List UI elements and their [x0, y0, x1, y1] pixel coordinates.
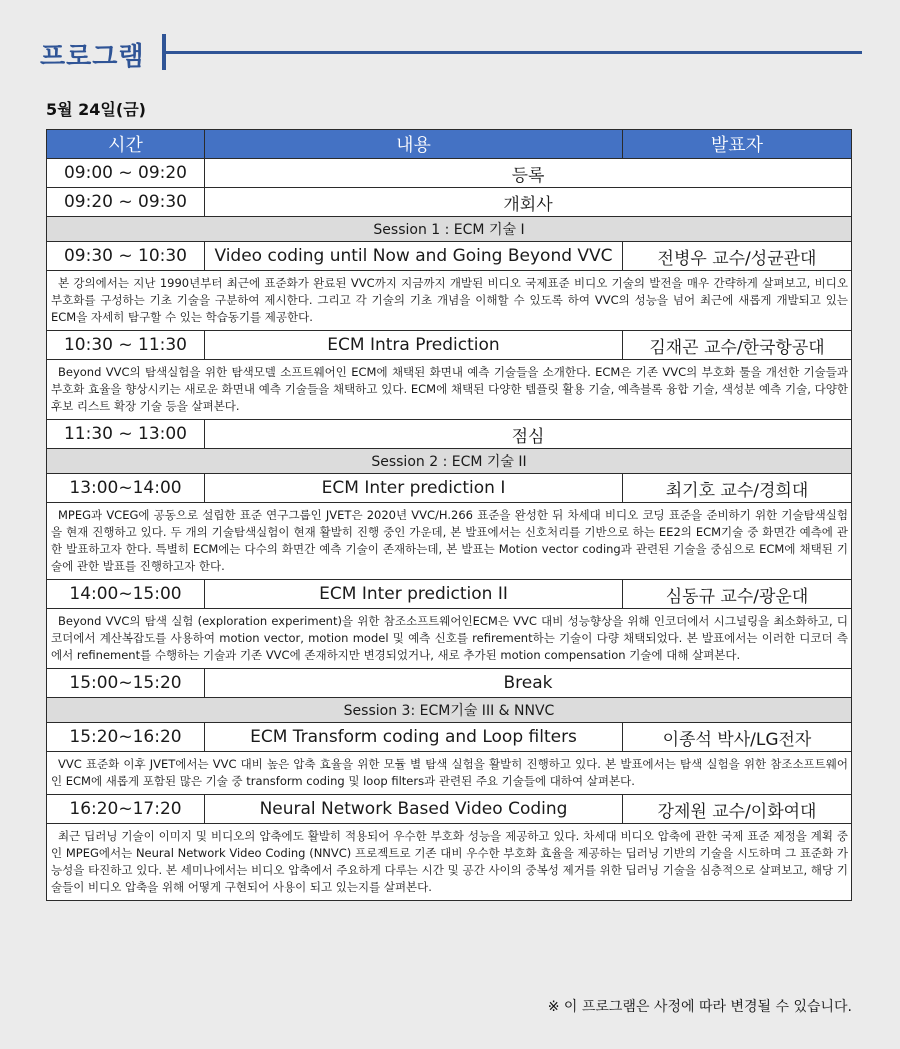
- schedule-row: [47, 474, 852, 503]
- description-text: 최근 딥러닝 기술이 이미지 및 비디오의 압축에도 활발히 적용되어 우수한 부호화 성능을 제공하고 있다. 차세대 비디오 압축에 관한 국제 표준 제정을 계획 중인 MPEG에서는 Neural Network Video Coding (NNVC) 프로젝트로 기존 대비 우수한 부호화 효율을 제공하는 딥러닝 기반의 기술을 시도하며 그 표준화 가능성을 타진하고 있다. 본 세미나에서는 비디오 압축에서 주요하게 다루는 시간 및 공간 사이의 중복성 제거를 위한 딥러닝 기술을 심층적으로 살펴보고, 해당 기술들이 비디오 압축을 위해 어떻게 구현되어 사용이 되고 있는지를 살펴본다.: [51, 829, 848, 894]
- time-cell: 10:30 ~ 11:30: [47, 331, 205, 360]
- title-divider-horizontal: [166, 51, 862, 54]
- schedule-table: [46, 129, 852, 901]
- description-row: [47, 609, 852, 669]
- session-title: Session 1 : ECM 기술 I: [47, 217, 852, 242]
- schedule-body: [47, 159, 852, 901]
- time-cell: 13:00~14:00: [47, 474, 205, 503]
- schedule-row: [47, 723, 852, 752]
- speaker-cell: 심동규 교수/광운대: [623, 580, 852, 609]
- time-cell: 16:20~17:20: [47, 795, 205, 824]
- content-cell: 등록: [205, 159, 852, 188]
- session-description: [47, 609, 852, 669]
- description-row: [47, 360, 852, 420]
- speaker-cell: 최기호 교수/경희대: [623, 474, 852, 503]
- session-row: [47, 449, 852, 474]
- speaker-cell: 이종석 박사/LG전자: [623, 723, 852, 752]
- column-header-speaker: 발표자: [623, 130, 852, 159]
- content-cell: ECM Inter prediction I: [205, 474, 623, 503]
- schedule-row: [47, 188, 852, 217]
- time-cell: 14:00~15:00: [47, 580, 205, 609]
- description-row: [47, 752, 852, 795]
- session-description: [47, 824, 852, 901]
- time-cell: 09:20 ~ 09:30: [47, 188, 205, 217]
- content-cell: ECM Inter prediction II: [205, 580, 623, 609]
- content-cell: Break: [205, 669, 852, 698]
- table-header-row: [47, 130, 852, 159]
- description-text: Beyond VVC의 탐색실험을 위한 탐색모델 소프트웨어인 ECM에 채택된 화면내 예측 기술들을 소개한다. ECM은 기존 VVC의 부호화 툴을 개선한 기술들과 부호화 효율을 향상시키는 새로운 화면내 예측 기술들을 채택하고 있다. ECM에 채택된 다양한 템플릿 활용 기술, 예측블록 융합 기술, 색성분 예측 기술, 다양한 후보 리스트 확장 기술 등을 살펴본다.: [51, 365, 848, 413]
- program-header: [40, 30, 862, 76]
- content-cell: ECM Transform coding and Loop filters: [205, 723, 623, 752]
- content-cell: 점심: [205, 420, 852, 449]
- content-cell: 개회사: [205, 188, 852, 217]
- schedule-row: [47, 580, 852, 609]
- schedule-row: [47, 159, 852, 188]
- change-notice: ※ 이 프로그램은 사정에 따라 변경될 수 있습니다.: [547, 999, 852, 1015]
- description-text: VVC 표준화 이후 JVET에서는 VVC 대비 높은 압축 효율을 위한 모듈 별 탐색 실험을 활발히 진행하고 있다. 본 발표에서는 탐색 실험을 위한 참조소프트웨어인 ECM에 새롭게 포함된 많은 기술 중 transform coding 및 loop filters과 관련된 주요 기술들에 대하여 살펴본다.: [51, 757, 848, 788]
- schedule-row: [47, 242, 852, 271]
- time-cell: 09:30 ~ 10:30: [47, 242, 205, 271]
- session-description: [47, 752, 852, 795]
- time-cell: 15:20~16:20: [47, 723, 205, 752]
- description-text: 본 강의에서는 지난 1990년부터 최근에 표준화가 완료된 VVC까지 지금까지 개발된 비디오 국제표준 비디오 기술의 발전을 매우 간략하게 살펴보고, 비디오 부호화를 구성하는 기초 기술을 구분하여 제시한다. 그리고 각 기술의 기초 개념을 이해할 수 있도록 하여 VVC의 성능을 넘어 최근에 새롭게 개발되고 있는 ECM을 자세히 탐구할 수 있는 학습동기를 제공한다.: [51, 276, 848, 324]
- schedule-row: [47, 420, 852, 449]
- session-description: [47, 271, 852, 331]
- session-title: Session 3: ECM기술 III & NNVC: [47, 698, 852, 723]
- session-row: [47, 217, 852, 242]
- page-title: 프로그램: [40, 42, 145, 72]
- time-cell: 15:00~15:20: [47, 669, 205, 698]
- description-row: [47, 503, 852, 580]
- session-row: [47, 698, 852, 723]
- session-description: [47, 360, 852, 420]
- content-cell: ECM Intra Prediction: [205, 331, 623, 360]
- schedule-row: [47, 331, 852, 360]
- description-row: [47, 824, 852, 901]
- session-title: Session 2 : ECM 기술 II: [47, 449, 852, 474]
- schedule-row: [47, 669, 852, 698]
- schedule-row: [47, 795, 852, 824]
- speaker-cell: 강제원 교수/이화여대: [623, 795, 852, 824]
- schedule-date: 5월 24일(금): [46, 100, 146, 119]
- session-description: [47, 503, 852, 580]
- time-cell: 11:30 ~ 13:00: [47, 420, 205, 449]
- speaker-cell: 전병우 교수/성균관대: [623, 242, 852, 271]
- description-text: MPEG과 VCEG에 공동으로 설립한 표준 연구그룹인 JVET은 2020년 VVC/H.266 표준을 완성한 뒤 차세대 비디오 코딩 표준을 준비하기 위한 기술탐색실험을 현재 진행하고 있다. 두 개의 기술탐색실험이 현재 활발히 진행 중인 가운데, 본 발표에서는 신호처리를 기반으로 하는 EE2의 ECM기술 중 화면간 예측에 관한 발표하고자 한다. 특별히 ECM에는 다수의 화면간 예측 기술이 존재하는데, 본 발표는 Motion vector coding과 관련된 기술을 중심으로 ECM에 채택된 기술에 관한 발표를 진행하고자 한다.: [51, 508, 848, 573]
- time-cell: 09:00 ~ 09:20: [47, 159, 205, 188]
- content-cell: Video coding until Now and Going Beyond VVC: [205, 242, 623, 271]
- description-row: [47, 271, 852, 331]
- column-header-time: 시간: [47, 130, 205, 159]
- speaker-cell: 김재곤 교수/한국항공대: [623, 331, 852, 360]
- content-cell: Neural Network Based Video Coding: [205, 795, 623, 824]
- column-header-content: 내용: [205, 130, 623, 159]
- description-text: Beyond VVC의 탐색 실험 (exploration experiment)을 위한 참조소프트웨어인ECM은 VVC 대비 성능향상을 위해 인코더에서 시그널링을 최소화하고, 디코더에서 계산복잡도를 사용하여 motion vector, motion model 및 예측 신호를 refirement하는 기술이 다량 채택되었다. 본 발표에서는 이러한 디코더 측에서 refinement를 수행하는 기술과 기존 VVC에 존재하지만 변경되었거나, 새로 추가된 motion compensation 기술에 대해 살펴본다.: [51, 614, 848, 662]
